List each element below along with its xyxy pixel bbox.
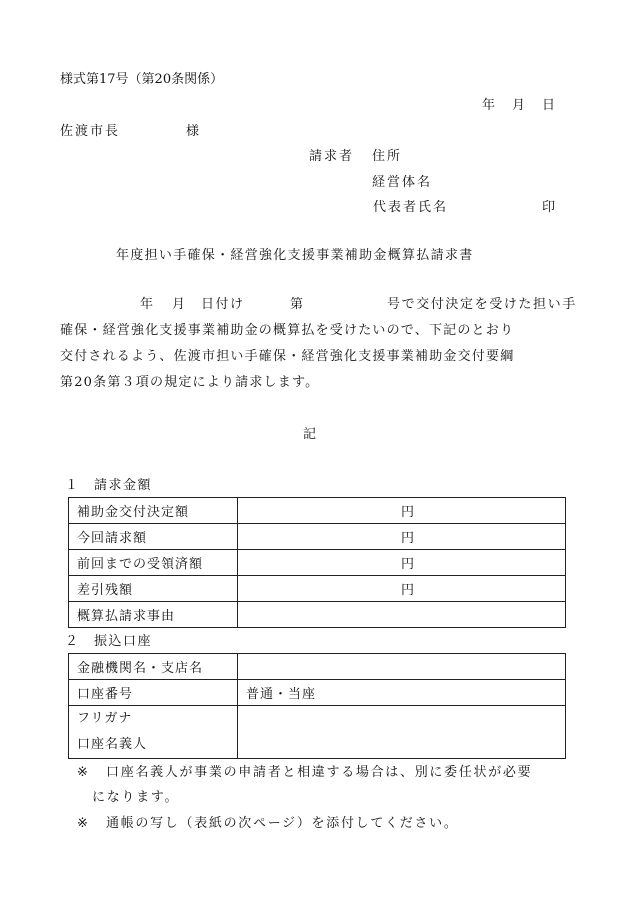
table-row <box>69 498 566 524</box>
amount-field-previously-received[interactable]: 円 <box>238 550 566 576</box>
bank-branch-field[interactable] <box>238 654 566 680</box>
amount-field-subsidy-decision[interactable]: 円 <box>238 498 566 524</box>
section1-heading: １ 請求金額 <box>65 478 153 493</box>
claim-reason-field[interactable] <box>238 602 566 628</box>
table-row <box>69 524 566 550</box>
body-month: 月 <box>172 297 187 312</box>
body-line-2: 確保・経営強化支援事業補助金の概算払を受けたいので、下記のとおり <box>60 323 515 338</box>
account-holder-field[interactable] <box>238 706 566 759</box>
table-row <box>69 680 566 706</box>
row-label-current-claim: 今回請求額 <box>69 524 238 550</box>
claim-amount-table <box>68 497 566 628</box>
table-row <box>69 654 566 680</box>
body-line-4: 第20条第３項の規定により請求します。 <box>60 375 320 390</box>
note2-text: 通帳の写し（表紙の次ページ）を添付してください。 <box>106 816 459 831</box>
body-year: 年 <box>140 297 155 312</box>
table-row <box>69 602 566 628</box>
note2-mark: ※ <box>77 816 88 831</box>
body-line1-rest: 号で交付決定を受けた担い手 <box>387 297 577 312</box>
table-row <box>69 576 566 602</box>
address-label: 住所 <box>372 149 403 164</box>
account-holder-label: 口座名義人 <box>77 737 148 752</box>
representative-label: 代表者氏名 <box>373 200 449 215</box>
row-label-subsidy-decision: 補助金交付決定額 <box>69 498 238 524</box>
requester-label: 請求者 <box>309 149 355 164</box>
document-title: 年度担い手確保・経営強化支援事業補助金概算払請求書 <box>116 248 474 263</box>
amount-field-current-claim[interactable]: 円 <box>238 524 566 550</box>
body-dai: 第 <box>290 297 305 312</box>
section2-heading: ２ 振込口座 <box>65 634 153 649</box>
account-type-field[interactable]: 普通・当座 <box>238 680 566 706</box>
body-line-3: 交付されるよう、佐渡市担い手確保・経営強化支援事業補助金交付要綱 <box>60 349 515 364</box>
date-day-label: 日 <box>542 98 556 113</box>
account-number-label: 口座番号 <box>69 680 238 706</box>
body-line-1 <box>60 292 577 318</box>
table-row <box>69 706 566 759</box>
row-label-remaining-balance: 差引残額 <box>69 576 238 602</box>
account-holder-label-cell <box>69 706 238 759</box>
body-paragraph <box>60 292 577 396</box>
body-day-dated: 日付け <box>201 297 245 312</box>
table-row <box>69 550 566 576</box>
note1-mark: ※ <box>77 765 88 780</box>
seal-mark: 印 <box>542 200 556 215</box>
entity-name-label: 経営体名 <box>372 175 433 190</box>
date-month-label: 月 <box>512 98 526 113</box>
row-label-previously-received: 前回までの受領済額 <box>69 550 238 576</box>
bank-account-table <box>68 653 566 759</box>
form-number: 様式第17号（第20条関係） <box>60 72 224 87</box>
note1-line1: 口座名義人が事業の申請者と相違する場合は、別に委任状が必要 <box>106 765 533 780</box>
note1-line2: になります。 <box>92 790 180 805</box>
addressee-name: 佐渡市長 <box>60 124 121 139</box>
date-year-label: 年 <box>482 98 496 113</box>
amount-field-remaining-balance[interactable]: 円 <box>238 576 566 602</box>
ki-heading: 記 <box>303 427 317 442</box>
furigana-label: フリガナ <box>77 711 133 726</box>
addressee-honorific: 様 <box>186 124 200 139</box>
row-label-claim-reason: 概算払請求事由 <box>69 602 238 628</box>
bank-branch-label: 金融機関名・支店名 <box>69 654 238 680</box>
